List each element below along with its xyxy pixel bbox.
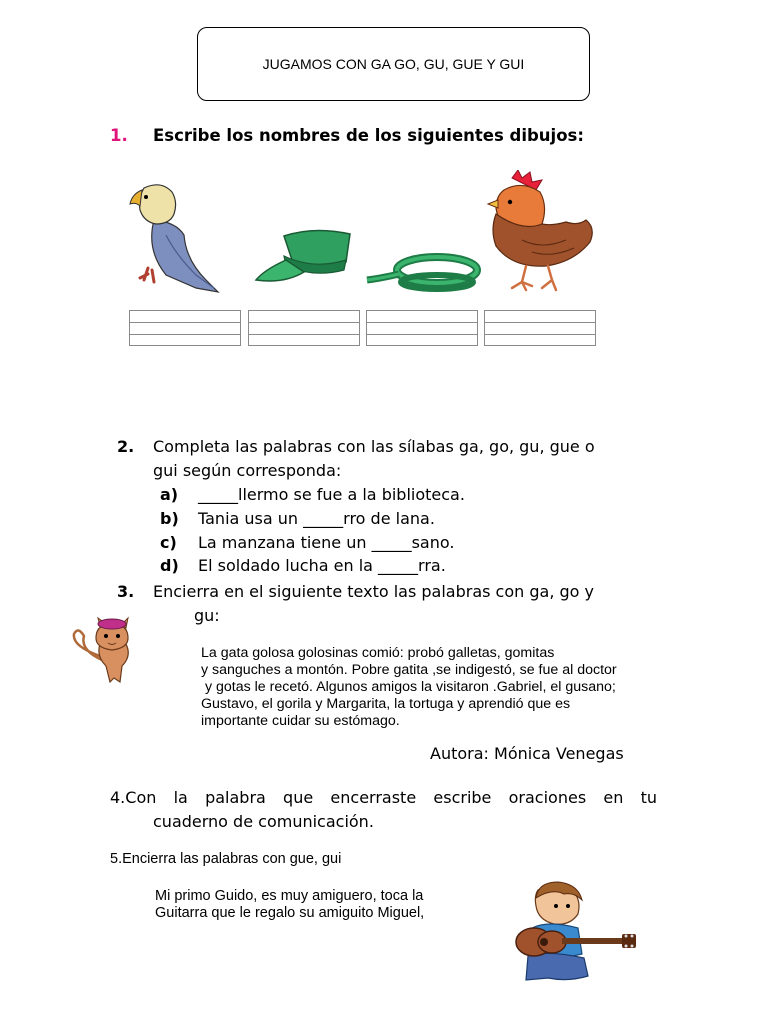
- q3-line1: Encierra en el siguiente texto las palabras con ga, go y: [153, 582, 594, 601]
- q4-text: [110, 786, 657, 834]
- poem-line-2: Guitarra que le regalo su amiguito Miguel,: [155, 905, 425, 921]
- story-author: Autora: Mónica Venegas: [430, 744, 624, 763]
- q2-item-label-c: c): [160, 533, 177, 552]
- q2-item-c: La manzana tiene un _____sano.: [198, 533, 455, 552]
- q2-number: 2.: [117, 437, 135, 456]
- cap-icon: [254, 226, 356, 286]
- page-title: JUGAMOS CON GA GO, GU, GUE Y GUI: [262, 56, 525, 72]
- q1-heading: Escribe los nombres de los siguientes dibujos:: [153, 126, 584, 145]
- q4-line1: 4.Con la palabra que encerraste escribe oraciones en tu: [110, 788, 657, 807]
- story-line-2: y sanguches a montón. Pobre gatita ,se indigestó, se fue al doctor: [201, 662, 617, 678]
- q2-line2: gui según corresponda:: [153, 461, 342, 480]
- eagle-icon: [126, 180, 226, 294]
- q3-line2: gu:: [194, 606, 220, 625]
- answer-box-4[interactable]: [484, 310, 596, 346]
- q2-item-label-d: d): [160, 556, 179, 575]
- q5-heading: 5.Encierra las palabras con gue, gui: [110, 851, 342, 867]
- story-line-3: y gotas le recetó. Algunos amigos la visitaron .Gabriel, el gusano;: [201, 679, 616, 695]
- boy-guitar-icon: [508, 880, 640, 984]
- q2-item-d: El soldado lucha en la _____rra.: [198, 556, 446, 575]
- q2-item-label-b: b): [160, 509, 179, 528]
- poem-text: [155, 888, 424, 922]
- story-text: [201, 645, 671, 730]
- story-line-1: La gata golosa golosinas comió: probó galletas, gomitas: [201, 645, 555, 661]
- answer-box-3[interactable]: [366, 310, 478, 346]
- answer-box-1[interactable]: [129, 310, 241, 346]
- q2-item-a: _____llermo se fue a la biblioteca.: [198, 485, 465, 504]
- hen-icon: [482, 170, 598, 294]
- q2-line1: Completa las palabras con las sílabas ga, go, gu, gue o: [153, 437, 595, 456]
- story-line-5: importante cuidar su estómago.: [201, 713, 400, 729]
- q1-number: 1.: [110, 126, 128, 145]
- q2-item-b: Tania usa un _____rro de lana.: [198, 509, 435, 528]
- hose-icon: [363, 252, 481, 294]
- story-line-4: Gustavo, el gorila y Margarita, la tortuga y aprendió que es: [201, 696, 571, 712]
- cat-icon: [70, 616, 142, 688]
- poem-line-1: Mi primo Guido, es muy amiguero, toca la: [155, 888, 424, 904]
- answer-box-2[interactable]: [248, 310, 360, 346]
- q2-item-label-a: a): [160, 485, 179, 504]
- q3-number: 3.: [117, 582, 135, 601]
- q4-line2: cuaderno de comunicación.: [153, 812, 374, 831]
- title-box: [197, 27, 590, 101]
